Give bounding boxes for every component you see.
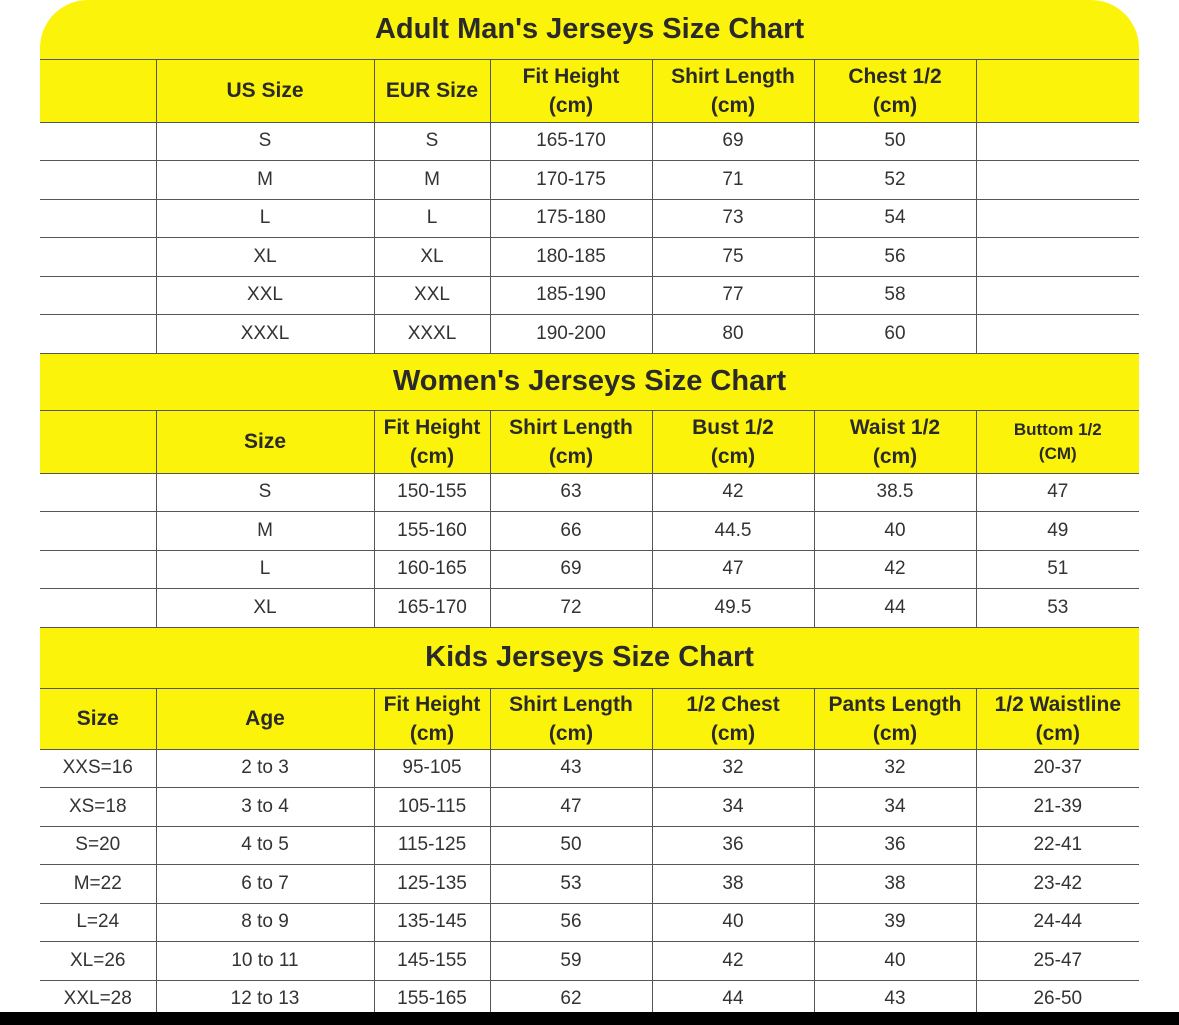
women-table-cell: 49 bbox=[976, 512, 1139, 551]
men-table-cell: 165-170 bbox=[490, 122, 652, 161]
women-table-row bbox=[40, 550, 1139, 589]
women-table-cell: 150-155 bbox=[374, 473, 490, 512]
kids-chart-title: Kids Jerseys Size Chart bbox=[40, 627, 1139, 688]
kids-table-cell: 4 to 5 bbox=[156, 826, 374, 865]
kids-table-cell: 53 bbox=[490, 865, 652, 904]
men-table-cell: 50 bbox=[814, 122, 976, 161]
men-table-cell bbox=[40, 238, 156, 277]
men-header-cell: EUR Size bbox=[374, 59, 490, 122]
kids-table-cell: 24-44 bbox=[976, 903, 1139, 942]
kids-table-cell: 50 bbox=[490, 826, 652, 865]
women-table-cell: XL bbox=[156, 589, 374, 628]
kids-table-cell: 44 bbox=[652, 980, 814, 1012]
men-table-cell: M bbox=[374, 161, 490, 200]
kids-header-cell: Fit Height (cm) bbox=[374, 688, 490, 749]
men-header-cell bbox=[40, 59, 156, 122]
kids-header-cell: Size bbox=[40, 688, 156, 749]
men-table-cell: 180-185 bbox=[490, 238, 652, 277]
men-table-cell: 52 bbox=[814, 161, 976, 200]
women-table-row bbox=[40, 589, 1139, 628]
women-table-row bbox=[40, 473, 1139, 512]
kids-table-cell: 62 bbox=[490, 980, 652, 1012]
women-table-cell: 69 bbox=[490, 550, 652, 589]
kids-table-cell: S=20 bbox=[40, 826, 156, 865]
men-table-cell: 54 bbox=[814, 199, 976, 238]
men-table-cell: 77 bbox=[652, 276, 814, 315]
women-header-cell: Buttom 1/2 (CM) bbox=[976, 410, 1139, 473]
men-table-row bbox=[40, 122, 1139, 161]
women-table-cell: 47 bbox=[652, 550, 814, 589]
men-table-cell bbox=[40, 315, 156, 354]
kids-table-row bbox=[40, 942, 1139, 981]
kids-header-cell: 1/2 Waistline (cm) bbox=[976, 688, 1139, 749]
size-chart-table bbox=[40, 0, 1139, 1012]
kids-table-cell: 95-105 bbox=[374, 749, 490, 788]
kids-table-cell: 125-135 bbox=[374, 865, 490, 904]
kids-table-cell: 155-165 bbox=[374, 980, 490, 1012]
kids-table-cell: M=22 bbox=[40, 865, 156, 904]
men-table-cell: L bbox=[156, 199, 374, 238]
kids-table-cell: 145-155 bbox=[374, 942, 490, 981]
kids-table-cell: 3 to 4 bbox=[156, 788, 374, 827]
women-title-row bbox=[40, 353, 1139, 410]
women-table-cell: M bbox=[156, 512, 374, 551]
women-table-cell: 40 bbox=[814, 512, 976, 551]
kids-table-cell: XS=18 bbox=[40, 788, 156, 827]
men-table-cell bbox=[976, 122, 1139, 161]
kids-table-cell: XXS=16 bbox=[40, 749, 156, 788]
men-table-cell: XXL bbox=[156, 276, 374, 315]
men-table-cell bbox=[976, 161, 1139, 200]
men-table-cell: S bbox=[374, 122, 490, 161]
men-table-cell: 170-175 bbox=[490, 161, 652, 200]
kids-table-cell: 20-37 bbox=[976, 749, 1139, 788]
men-table-cell: 56 bbox=[814, 238, 976, 277]
kids-table-cell: 135-145 bbox=[374, 903, 490, 942]
kids-table-cell: 59 bbox=[490, 942, 652, 981]
women-table-cell: 165-170 bbox=[374, 589, 490, 628]
women-header-cell bbox=[40, 410, 156, 473]
kids-table-cell: 10 to 11 bbox=[156, 942, 374, 981]
women-table-cell: 72 bbox=[490, 589, 652, 628]
kids-table-cell: 32 bbox=[814, 749, 976, 788]
men-table-cell bbox=[40, 122, 156, 161]
men-table-row bbox=[40, 238, 1139, 277]
women-header-cell: Shirt Length (cm) bbox=[490, 410, 652, 473]
kids-table-cell: 43 bbox=[814, 980, 976, 1012]
women-table-cell: S bbox=[156, 473, 374, 512]
men-table-cell: XXXL bbox=[156, 315, 374, 354]
kids-table-cell: 21-39 bbox=[976, 788, 1139, 827]
kids-table-cell: L=24 bbox=[40, 903, 156, 942]
kids-table-cell: XXL=28 bbox=[40, 980, 156, 1012]
men-table-cell: 190-200 bbox=[490, 315, 652, 354]
women-table-cell: 42 bbox=[814, 550, 976, 589]
women-table-cell: 63 bbox=[490, 473, 652, 512]
men-table-cell: XL bbox=[374, 238, 490, 277]
women-table-cell: 49.5 bbox=[652, 589, 814, 628]
kids-table-cell: 26-50 bbox=[976, 980, 1139, 1012]
kids-table-cell: 34 bbox=[814, 788, 976, 827]
women-header-row bbox=[40, 410, 1139, 473]
women-table-cell: 51 bbox=[976, 550, 1139, 589]
men-table-cell bbox=[40, 276, 156, 315]
men-header-cell bbox=[976, 59, 1139, 122]
women-header-cell: Bust 1/2 (cm) bbox=[652, 410, 814, 473]
kids-table-cell: 22-41 bbox=[976, 826, 1139, 865]
men-table-cell: 80 bbox=[652, 315, 814, 354]
women-header-cell: Fit Height (cm) bbox=[374, 410, 490, 473]
women-table-cell: 47 bbox=[976, 473, 1139, 512]
men-table-cell: 75 bbox=[652, 238, 814, 277]
kids-table-cell: 6 to 7 bbox=[156, 865, 374, 904]
women-header-cell: Size bbox=[156, 410, 374, 473]
men-table-cell: XXL bbox=[374, 276, 490, 315]
women-table-cell: 155-160 bbox=[374, 512, 490, 551]
kids-header-cell: Pants Length (cm) bbox=[814, 688, 976, 749]
kids-table-row bbox=[40, 980, 1139, 1012]
kids-table-cell: 34 bbox=[652, 788, 814, 827]
men-header-cell: US Size bbox=[156, 59, 374, 122]
women-table-cell: L bbox=[156, 550, 374, 589]
kids-header-cell: Age bbox=[156, 688, 374, 749]
kids-title-row bbox=[40, 627, 1139, 688]
men-table-cell bbox=[40, 161, 156, 200]
kids-table-cell: 2 to 3 bbox=[156, 749, 374, 788]
men-table-cell bbox=[976, 199, 1139, 238]
men-header-cell: Shirt Length (cm) bbox=[652, 59, 814, 122]
kids-table-cell: 39 bbox=[814, 903, 976, 942]
men-table-row bbox=[40, 276, 1139, 315]
kids-header-row bbox=[40, 688, 1139, 749]
kids-table-cell: 23-42 bbox=[976, 865, 1139, 904]
kids-table-cell: 8 to 9 bbox=[156, 903, 374, 942]
women-table-cell: 44 bbox=[814, 589, 976, 628]
kids-table-cell: 38 bbox=[814, 865, 976, 904]
kids-table-cell: 32 bbox=[652, 749, 814, 788]
women-table-row bbox=[40, 512, 1139, 551]
kids-table-cell: 42 bbox=[652, 942, 814, 981]
kids-header-cell: Shirt Length (cm) bbox=[490, 688, 652, 749]
women-table-cell: 53 bbox=[976, 589, 1139, 628]
kids-header-cell: 1/2 Chest (cm) bbox=[652, 688, 814, 749]
men-chart-title: Adult Man's Jerseys Size Chart bbox=[40, 0, 1139, 59]
men-table-cell bbox=[976, 238, 1139, 277]
kids-table-cell: 43 bbox=[490, 749, 652, 788]
men-table-cell: 71 bbox=[652, 161, 814, 200]
men-header-row bbox=[40, 59, 1139, 122]
kids-table-cell: 56 bbox=[490, 903, 652, 942]
men-table-cell: 69 bbox=[652, 122, 814, 161]
kids-table-row bbox=[40, 903, 1139, 942]
women-table-cell: 44.5 bbox=[652, 512, 814, 551]
women-table-cell: 160-165 bbox=[374, 550, 490, 589]
women-table-cell: 38.5 bbox=[814, 473, 976, 512]
men-title-row bbox=[40, 0, 1139, 59]
kids-table-cell: 105-115 bbox=[374, 788, 490, 827]
men-table-row bbox=[40, 315, 1139, 354]
kids-table-cell: 40 bbox=[652, 903, 814, 942]
women-table-cell: 66 bbox=[490, 512, 652, 551]
kids-table-cell: 25-47 bbox=[976, 942, 1139, 981]
size-chart-sheet bbox=[40, 0, 1139, 1012]
kids-table-cell: 36 bbox=[652, 826, 814, 865]
men-table-cell bbox=[976, 276, 1139, 315]
men-table-cell: 175-180 bbox=[490, 199, 652, 238]
kids-table-row bbox=[40, 788, 1139, 827]
men-table-cell: L bbox=[374, 199, 490, 238]
kids-table-row bbox=[40, 749, 1139, 788]
kids-table-cell: XL=26 bbox=[40, 942, 156, 981]
women-chart-title: Women's Jerseys Size Chart bbox=[40, 353, 1139, 410]
women-table-cell bbox=[40, 550, 156, 589]
men-table-cell: M bbox=[156, 161, 374, 200]
men-table-cell: 73 bbox=[652, 199, 814, 238]
men-table-cell bbox=[40, 199, 156, 238]
kids-table-cell: 12 to 13 bbox=[156, 980, 374, 1012]
women-table-cell: 42 bbox=[652, 473, 814, 512]
men-table-cell: 60 bbox=[814, 315, 976, 354]
men-table-cell: 185-190 bbox=[490, 276, 652, 315]
men-table-cell: S bbox=[156, 122, 374, 161]
women-table-cell bbox=[40, 512, 156, 551]
men-table-cell: 58 bbox=[814, 276, 976, 315]
men-table-row bbox=[40, 161, 1139, 200]
kids-table-cell: 38 bbox=[652, 865, 814, 904]
women-table-cell bbox=[40, 473, 156, 512]
men-header-cell: Fit Height (cm) bbox=[490, 59, 652, 122]
women-table-cell bbox=[40, 589, 156, 628]
men-table-cell bbox=[976, 315, 1139, 354]
kids-table-cell: 115-125 bbox=[374, 826, 490, 865]
kids-table-cell: 47 bbox=[490, 788, 652, 827]
men-table-row bbox=[40, 199, 1139, 238]
women-header-cell: Waist 1/2 (cm) bbox=[814, 410, 976, 473]
kids-table-cell: 40 bbox=[814, 942, 976, 981]
men-table-cell: XXXL bbox=[374, 315, 490, 354]
men-header-cell: Chest 1/2 (cm) bbox=[814, 59, 976, 122]
bottom-black-bar bbox=[0, 1012, 1179, 1025]
kids-table-cell: 36 bbox=[814, 826, 976, 865]
kids-table-row bbox=[40, 865, 1139, 904]
kids-table-row bbox=[40, 826, 1139, 865]
men-table-cell: XL bbox=[156, 238, 374, 277]
